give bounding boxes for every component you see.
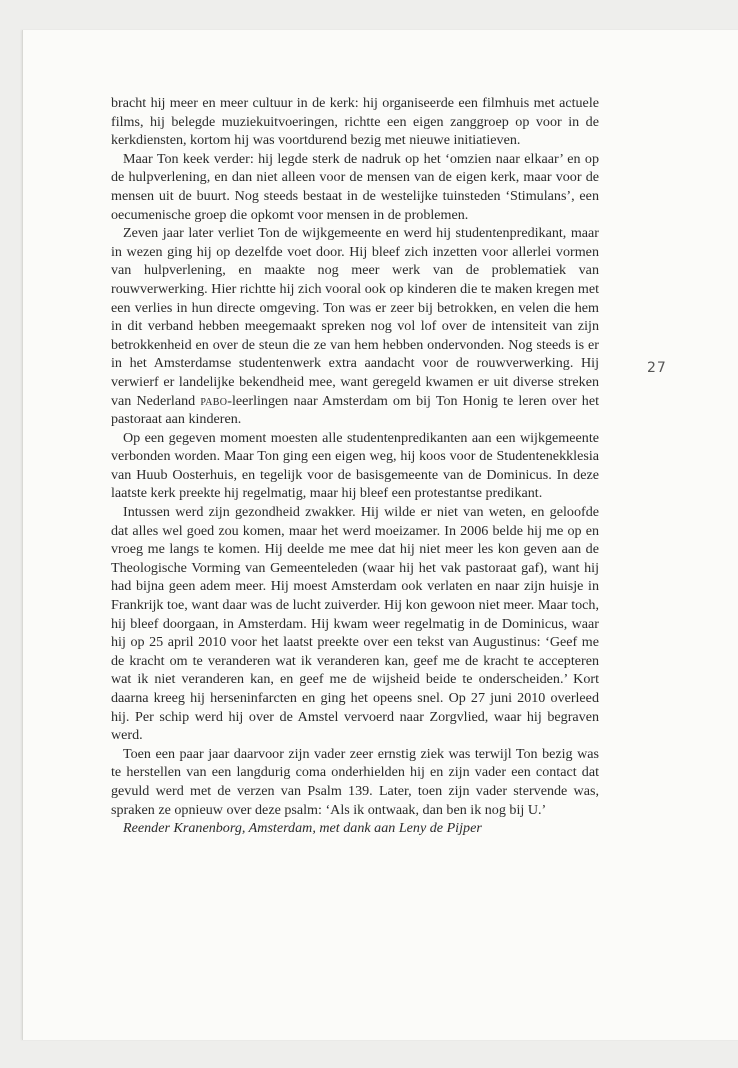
paragraph: bracht hij meer en meer cultuur in de kerk: hij organiseerde een filmhuis met actuele films, hij belegde muziekuitvoeringen, richtte een eigen zanggroep op voor in de kerkdiensten, kortom hij was voortdurend bezig met nieuwe initiatieven. xyxy=(111,95,599,149)
author-signature: Reender Kranenborg, Amsterdam, met dank aan Leny de Pijper xyxy=(123,820,482,837)
paragraph: Maar Ton keek verder: hij legde sterk de nadruk op het ‘omzien naar elkaar’ en op de hulpverlening, en dan niet alleen voor de mensen van de eigen kerk, maar voor de mensen uit de buurt. Nog steeds bestaat in de westelijke tuinsteden ‘Stimulans’, een oecumenische groep die opkomt voor mensen in de problemen. xyxy=(111,150,599,223)
smallcaps-abbreviation: pabo xyxy=(200,392,228,409)
paragraph-text: Zeven jaar later verliet Ton de wijkgemeente en werd hij studentenpredikant, maar in wezen ging hij op dezelfde voet door. Hij bleef zich inzetten voor allerlei vormen van hulpverlening, en maakte nog meer werk van de problematiek van rouwverwerking. Hier richtte hij zich vooral ook op kinderen die te maken kregen met een verlies in hun directe omgeving. Ton was er zeer bij betrokken, en velen die hem in dit verband hebben meegemaakt spreken nog vol lof over de intensiteit van zijn betrokkenheid en over de steun die ze van hem hebben ondervonden. Nog steeds is er in het Amsterdamse studentenwerk extra aandacht voor de rouwverwerking. Hij verwierf er landelijke bekendheid mee, want geregeld kwamen er uit diverse streken van Nederland xyxy=(111,225,599,409)
paragraph: Intussen werd zijn gezondheid zwakker. Hij wilde er niet van weten, en geloofde dat alles wel goed zou komen, maar het werd moeizamer. In 2006 belde hij me op en vroeg me langs te komen. Hij deelde me mee dat hij niet meer les kon geven aan de Theologische Vorming van Gemeenteleden (waar hij het vak pastoraat gaf), want hij had bijna geen adem meer. Hij moest Amsterdam ook verlaten en naar zijn huisje in Frankrijk toe, want daar was de lucht zuiverder. Hij kon gewoon niet meer. Maar toch, hij bleef doorgaan, in Amsterdam. Hij kwam weer regelmatig in de Dominicus, waar hij op 25 april 2010 voor het laatst preekte over een tekst van Augustinus: ‘Geef me de kracht om te veranderen wat ik veranderen kan, geef me de kracht te accepteren wat ik niet veranderen kan, en geef me de wijsheid beide te onderscheiden.’ Kort daarna kreeg hij herseninfarcten en ging het opeens snel. Op 27 juni 2010 overleed hij. Per schip werd hij over de Amstel vervoerd naar Zorgvlied, waar hij begraven werd. xyxy=(111,504,599,744)
paragraph: Toen een paar jaar daarvoor zijn vader zeer ernstig ziek was terwijl Ton bezig was te herstellen van een langdurig coma onderhielden hij en zijn vader een contact dat gevuld werd met de verzen van Psalm 139. Later, toen zijn vader stervende was, spraken ze opnieuw over deze psalm: ‘Als ik ontwaak, dan ben ik nog bij U.’ xyxy=(111,745,599,818)
page-number: 27 xyxy=(647,360,667,376)
paragraph xyxy=(111,224,599,429)
book-page xyxy=(22,30,738,1040)
paragraph: Op een gegeven moment moesten alle studentenpredikanten aan een wijkgemeente verbonden worden. Maar Ton ging een eigen weg, hij koos voor de Studentenekklesia van Huub Oosterhuis, en tegelijk voor de basisgemeente van de Dominicus. In deze laatste kerk preekte hij regelmatig, maar hij bleef een protestantse predikant. xyxy=(111,429,599,502)
body-text xyxy=(111,94,599,838)
paragraph-text-tail: -leerlingen naar Amsterdam om bij Ton Honig te leren over het pastoraat aan kinderen. xyxy=(111,392,600,428)
